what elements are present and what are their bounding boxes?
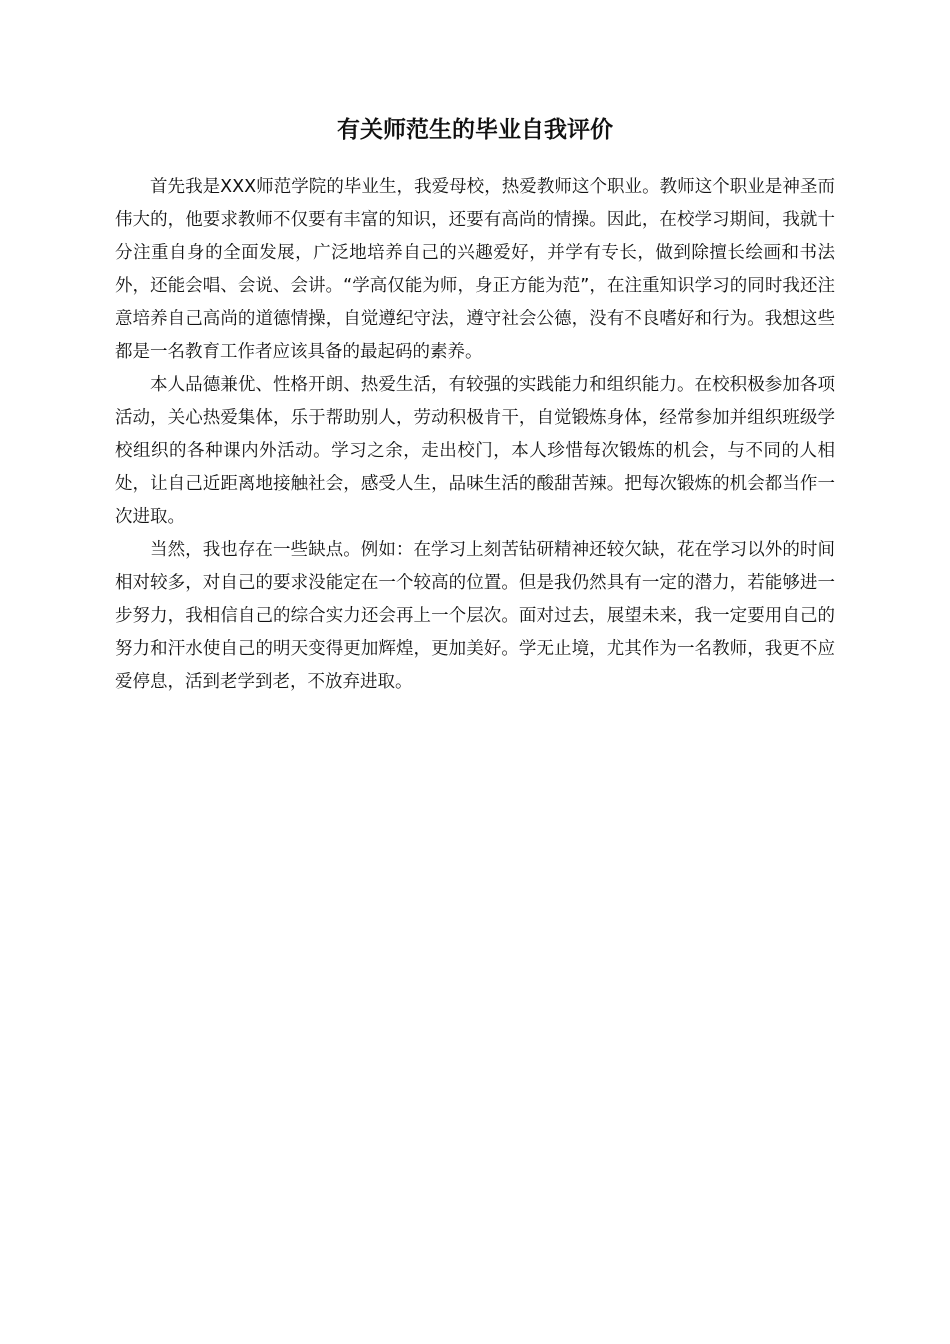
paragraph-3: 当然，我也存在一些缺点。例如：在学习上刻苦钻研精神还较欠缺，花在学习以外的时间相对较多，对自己的要求没能定在一个较高的位置。但是我仍然具有一定的潜力，若能够进一步努力，我相信自己的综合实力还会再上一个层次。面对过去，展望未来，我一定要用自己的努力和汗水使自己的明天变得更加辉煌，更加美好。学无止境，尤其作为一名教师，我更不应爱停息，活到老学到老，不放弃进取。	[115, 540, 835, 692]
paragraph-2: 本人品德兼优、性格开朗、热爱生活，有较强的实践能力和组织能力。在校积极参加各项活动，关心热爱集体，乐于帮助别人，劳动积极肯干，自觉锻炼身体，经常参加并组织班级学校组织的各种课内外活动。学习之余，走出校门，本人珍惜每次锻炼的机会，与不同的人相处，让自己近距离地接触社会，感受人生，品味生活的酸甜苦辣。把每次锻炼的机会都当作一次进取。	[115, 375, 835, 527]
paragraph-1: 首先我是XXX师范学院的毕业生，我爱母校，热爱教师这个职业。教师这个职业是神圣而伟大的，他要求教师不仅要有丰富的知识，还要有高尚的情操。因此，在校学习期间，我就十分注重自身的全面发展，广泛地培养自己的兴趣爱好，并学有专长，做到除擅长绘画和书法外，还能会唱、会说、会讲。“学高仅能为师，身正方能为范”，在注重知识学习的同时我还注意培养自己高尚的道德情操，自觉遵纪守法，遵守社会公德，没有不良嗜好和行为。我想这些都是一名教育工作者应该具备的最起码的素养。	[115, 177, 835, 362]
document-content	[115, 113, 835, 699]
document-title: 有关师范生的毕业自我评价	[337, 117, 613, 143]
